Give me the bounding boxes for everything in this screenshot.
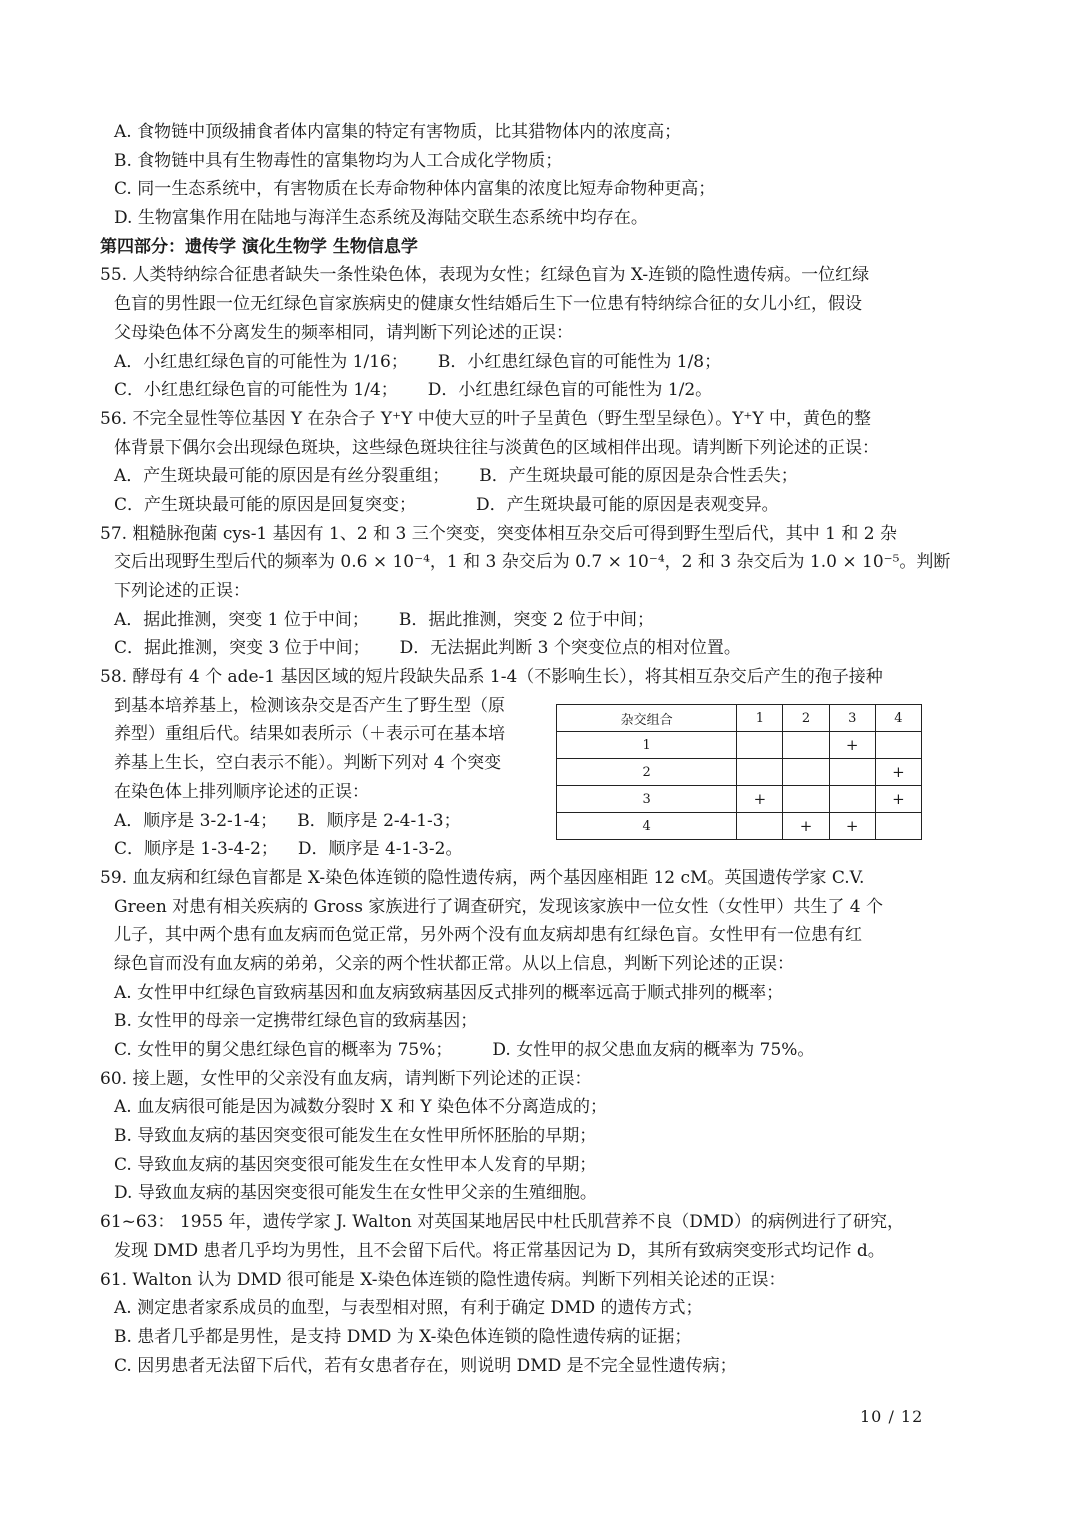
table-row	[557, 759, 922, 786]
q56-stem-line: 56. 不完全显性等位基因 Y 在杂合子 Y⁺Y 中使大豆的叶子呈黄色（野生型呈绿色）。Y⁺Y 中，黄色的整	[100, 408, 872, 429]
q59-option-b: B. 女性甲的母亲一定携带红绿色盲的致病基因；	[114, 1011, 478, 1032]
q55-option-c: C．小红患红绿色盲的可能性为 1/4；	[114, 380, 398, 401]
table-cell: +	[875, 759, 921, 786]
q57-stem-line: 下列论述的正误：	[114, 581, 250, 601]
q56-options-row	[100, 491, 950, 520]
q61-stem: 61. Walton 认为 DMD 很可能是 X-染色体连锁的隐性遗传病。判断下列相关论述的正误：	[100, 1269, 786, 1290]
q57-option-a: A．据此推测，突变 1 位于中间；	[114, 609, 369, 630]
table-row-label: 4	[557, 813, 737, 840]
q57-options-row	[100, 634, 950, 663]
table-row-label: 2	[557, 759, 737, 786]
q59-stem-line: 儿子，其中两个患有血友病而色觉正常，另外两个没有血友病却患有红绿色盲。女性甲有一位患有红	[114, 925, 862, 946]
q55-option-b: B．小红患红绿色盲的可能性为 1/8；	[437, 351, 722, 372]
q55-option-a: A．小红患红绿色盲的可能性为 1/16；	[114, 351, 408, 372]
table-cell	[737, 759, 783, 786]
table-cell	[737, 732, 783, 759]
q61-63-intro-line: 发现 DMD 患者几乎均为男性，且不会留下后代。将正常基因记为 D，其所有致病突变形式均记作 d。	[114, 1240, 885, 1261]
q55-options-row	[100, 376, 950, 405]
q57-options-row	[100, 606, 950, 635]
q56-option-b: B．产生斑块最可能的原因是杂合性丢失；	[479, 466, 798, 487]
table-cell: +	[829, 732, 875, 759]
table-cell	[783, 786, 829, 813]
q54-option-a: A. 食物链中顶级捕食者体内富集的特定有害物质，比其猎物体内的浓度高；	[114, 122, 682, 142]
table-cell	[737, 813, 783, 840]
q55-stem-line: 55. 人类特纳综合征患者缺失一条性染色体，表现为女性；红绿色盲为 X-连锁的隐性遗传病。一位红绿	[100, 265, 870, 286]
page-number: 10 / 12	[860, 1407, 924, 1426]
table-cell: +	[829, 813, 875, 840]
table-cell: +	[875, 786, 921, 813]
q56-option-a: A．产生斑块最可能的原因是有丝分裂重组；	[114, 466, 450, 487]
table-row-label: 3	[557, 786, 737, 813]
q60-option-c: C. 导致血友病的基因突变很可能发生在女性甲本人发育的早期；	[114, 1154, 597, 1175]
q59-option-c: C. 女性甲的舅父患红绿色盲的概率为 75%；	[114, 1040, 453, 1060]
table-corner: 杂交组合	[557, 705, 737, 732]
q57-stem-line: 交后出现野生型后代的频率为 0.6 × 10⁻⁴，1 和 3 杂交后为 0.7 × 10⁻⁴，2 和 3 杂交后为 1.0 × 10⁻⁵。判断	[114, 552, 951, 573]
table-header-cell: 1	[737, 705, 783, 732]
q59-stem-line: 绿色盲而没有血友病的弟弟，父亲的两个性状都正常。从以上信息，判断下列论述的正误：	[114, 953, 794, 974]
q55-stem-line: 父母染色体不分离发生的频率相同，请判断下列论述的正误：	[114, 322, 573, 343]
q57-stem-line: 57. 粗糙脉孢菌 cys-1 基因有 1、2 和 3 三个突变，突变体相互杂交后可得到野生型后代，其中 1 和 2 杂	[100, 523, 897, 544]
q61-63-intro-line: 61~63： 1955 年，遗传学家 J. Walton 对英国某地居民中杜氏肌营养不良（DMD）的病例进行了研究，	[100, 1212, 904, 1233]
table-cell	[783, 759, 829, 786]
q60-option-b: B. 导致血友病的基因突变很可能发生在女性甲所怀胚胎的早期；	[114, 1126, 597, 1147]
q59-options-row	[100, 1036, 950, 1065]
table-row	[557, 813, 922, 840]
q58-option-c: C．顺序是 1-3-4-2；	[114, 839, 278, 860]
table-row-label: 1	[557, 732, 737, 759]
table-cell: +	[783, 813, 829, 840]
q59-stem-line: Green 对患有相关疾病的 Gross 家族进行了调查研究，发现该家族中一位女性（女性甲）共生了 4 个	[114, 896, 883, 917]
q61-option-a: A. 测定患者家系成员的血型，与表型相对照，有利于确定 DMD 的遗传方式；	[114, 1298, 703, 1319]
q54-option-c: C. 同一生态系统中，有害物质在长寿命物种体内富集的浓度比短寿命物种更高；	[114, 179, 716, 200]
table-cell	[783, 732, 829, 759]
q57-option-c: C．据此推测，突变 3 位于中间；	[114, 638, 370, 659]
table-cell	[829, 759, 875, 786]
table-cell: +	[737, 786, 783, 813]
q56-stem-line: 体背景下偶尔会出现绿色斑块，这些绿色斑块往往与淡黄色的区域相伴出现。请判断下列论述的正误：	[114, 437, 879, 458]
q58-option-a: A．顺序是 3-2-1-4；	[114, 810, 278, 831]
q55-options-row	[100, 348, 950, 377]
q57-option-b: B．据此推测，突变 2 位于中间；	[398, 609, 655, 630]
q58-stem-line: 养基上生长，空白表示不能）。判断下列对 4 个突变	[114, 753, 502, 774]
table-cell	[875, 732, 921, 759]
q58-stem-line: 养型）重组后代。结果如表所示（＋表示可在基本培	[114, 724, 505, 745]
table-header-cell: 2	[783, 705, 829, 732]
q60-stem: 60. 接上题，女性甲的父亲没有血友病，请判断下列论述的正误：	[100, 1068, 592, 1089]
q57-option-d: D．无法据此判断 3 个突变位点的相对位置。	[399, 638, 741, 659]
q58-stem-line: 58. 酵母有 4 个 ade-1 基因区域的短片段缺失品系 1-4（不影响生长），将其相互杂交后产生的孢子接种	[100, 667, 883, 688]
table-cell	[875, 813, 921, 840]
q60-option-d: D. 导致血友病的基因突变很可能发生在女性甲父亲的生殖细胞。	[114, 1183, 597, 1204]
q59-option-d: D. 女性甲的叔父患血友病的概率为 75%。	[492, 1040, 815, 1060]
q61-option-b: B. 患者几乎都是男性，是支持 DMD 为 X-染色体连锁的隐性遗传病的证据；	[114, 1326, 692, 1347]
q58-cross-table	[556, 704, 922, 840]
q58-option-b: B．顺序是 2-4-1-3；	[297, 810, 461, 831]
table-cell	[829, 786, 875, 813]
q60-option-a: A. 血友病很可能是因为减数分裂时 X 和 Y 染色体不分离造成的；	[114, 1097, 608, 1118]
q58-stem-line: 在染色体上排列顺序论述的正误：	[114, 781, 369, 802]
q56-option-c: C．产生斑块最可能的原因是回复突变；	[114, 494, 417, 515]
table-header-cell: 3	[829, 705, 875, 732]
section-heading: 第四部分：遗传学 演化生物学 生物信息学	[100, 236, 418, 257]
table-header-cell: 4	[875, 705, 921, 732]
q61-option-c: C. 因男患者无法留下后代，若有女患者存在，则说明 DMD 是不完全显性遗传病；	[114, 1355, 737, 1376]
q54-option-d: D. 生物富集作用在陆地与海洋生态系统及海陆交联生态系统中均存在。	[114, 208, 648, 229]
table-row	[557, 732, 922, 759]
q56-options-row	[100, 462, 950, 491]
q59-option-a: A. 女性甲中红绿色盲致病基因和血友病致病基因反式排列的概率远高于顺式排列的概率；	[114, 982, 784, 1003]
q59-stem-line: 59. 血友病和红绿色盲都是 X-染色体连锁的隐性遗传病，两个基因座相距 12 cM。英国遗传学家 C.V.	[100, 867, 865, 888]
q58-option-d: D．顺序是 4-1-3-2。	[297, 839, 463, 860]
q56-option-d: D．产生斑块最可能的原因是表观变异。	[476, 494, 779, 515]
q55-option-d: D．小红患红绿色盲的可能性为 1/2。	[427, 380, 713, 401]
q58-stem-line: 到基本培养基上，检测该杂交是否产生了野生型（原	[114, 695, 505, 716]
q54-option-b: B. 食物链中具有生物毒性的富集物均为人工合成化学物质；	[114, 150, 563, 171]
q55-stem-line: 色盲的男性跟一位无红绿色盲家族病史的健康女性结婚后生下一位患有特纳综合征的女儿小红，假设	[114, 294, 862, 315]
table-row	[557, 786, 922, 813]
table-header-row	[557, 705, 922, 732]
